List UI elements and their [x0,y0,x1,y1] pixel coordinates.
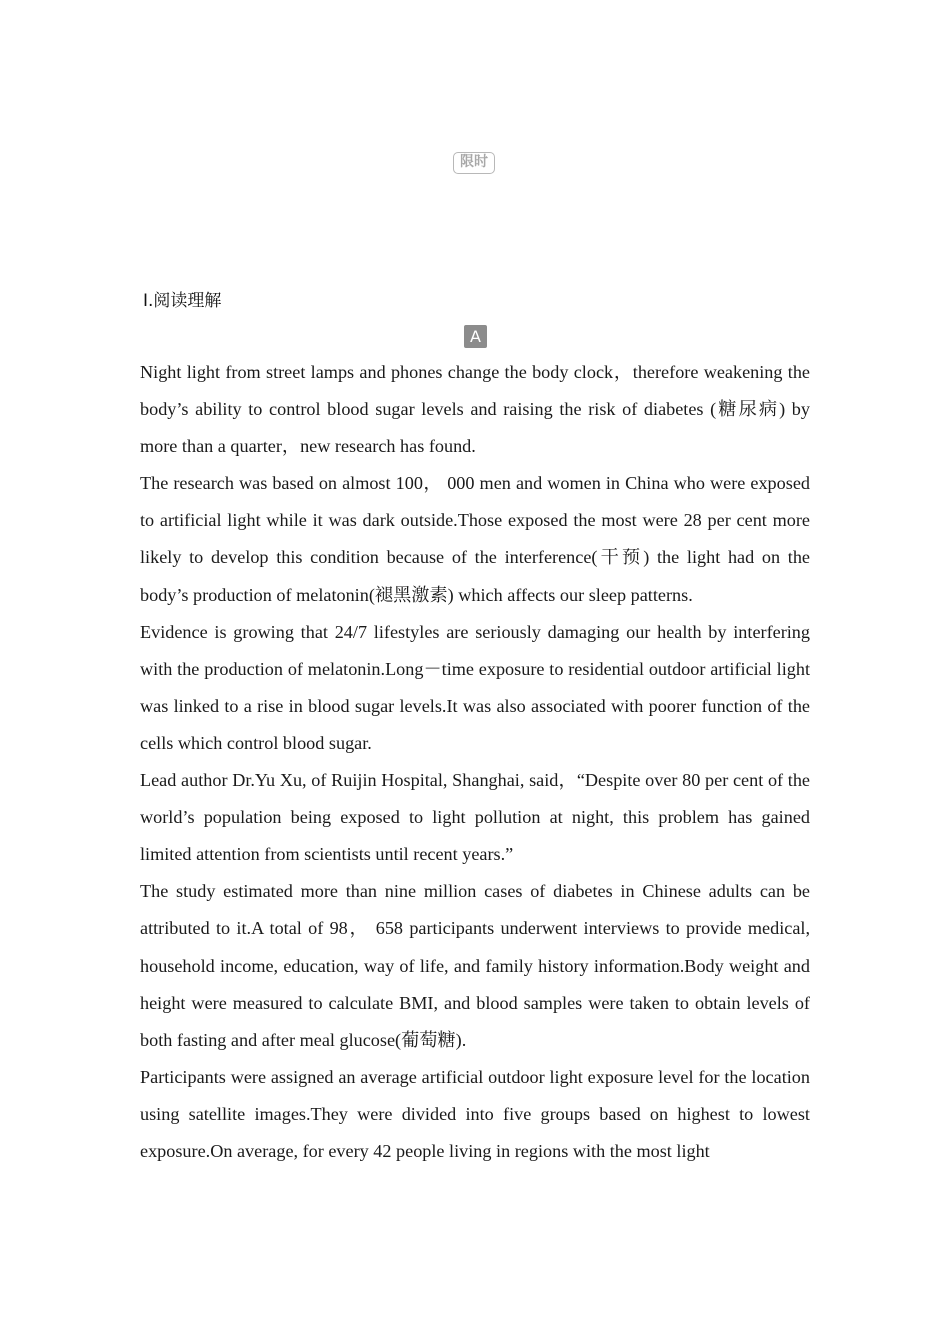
time-limit-badge: 限时 [453,152,495,174]
passage-label-badge: A [464,325,487,348]
paragraph-1: Night light from street lamps and phones change the body clock，therefore weakening the body’s ability to control blood sugar levels and raising the risk of diabetes (糖尿病) by more than a quarter，new research has found. [140,362,810,457]
reading-passage [140,354,810,1170]
paragraph-5: The study estimated more than nine million cases of diabetes in Chinese adults can be attributed to it.A total of 98， 658 participants underwent interviews to provide medical, household income, education, way of life, and family history information.Body weight and height were measured to calculate BMI, and blood samples were taken to obtain levels of both fasting and after meal glucose(葡萄糖). [140,881,810,1050]
section-heading: Ⅰ.阅读理解 [143,291,222,311]
paragraph-4: Lead author Dr.Yu Xu, of Ruijin Hospital, Shanghai, said，“Despite over 80 per cent of the world’s population being exposed to light pollution at night, this problem has gained limited attention from scientists until recent years.” [140,770,810,865]
paragraph-2: The research was based on almost 100， 000 men and women in China who were exposed to artificial light while it was dark outside.Those exposed the most were 28 per cent more likely to develop this condition because of the interference(干预) the light had on the body’s production of melatonin(褪黑激素) which affects our sleep patterns. [140,473,810,605]
paragraph-6: Participants were assigned an average artificial outdoor light exposure level for the location using satellite images.They were divided into five groups based on highest to lowest exposure.On average, for every 42 people living in regions with the most light [140,1066,810,1161]
paragraph-3: Evidence is growing that 24/7 lifestyles are seriously damaging our health by interfering with the production of melatonin.Long－time exposure to residential outdoor artificial light was linked to a rise in blood sugar levels.It was also associated with poorer function of the cells which control blood sugar. [140,621,810,753]
